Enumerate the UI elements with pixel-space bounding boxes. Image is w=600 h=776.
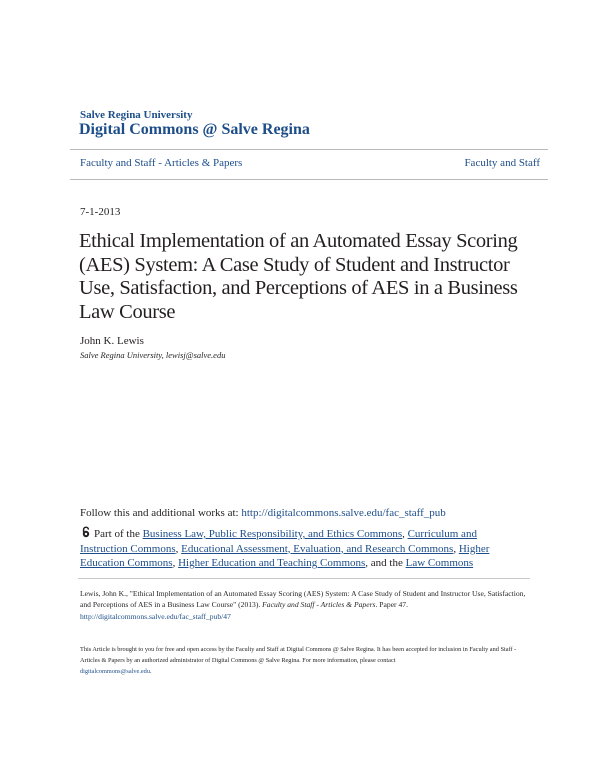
open-access-icon [80, 526, 92, 538]
notice-end: . [149, 667, 152, 675]
commons-link-educational-assessment[interactable]: Educational Assessment, Evaluation, and Research Commons [181, 542, 454, 555]
collection-link[interactable]: Faculty and Staff - Articles & Papers [80, 157, 243, 169]
follow-url-link[interactable]: http://digitalcommons.salve.edu/fac_staff_pub [241, 507, 446, 519]
commons-link-business-law[interactable]: Business Law, Public Responsibility, and Ethics Commons [142, 528, 403, 540]
department-link[interactable]: Faculty and Staff [464, 157, 540, 169]
citation-text: Lewis, John K., "Ethical Implementation of an Automated Essay Scoring (AES) System: A Case Study of Student and Instructor Use, Satisfaction, and Perceptions of AES in a Business Law Course" (2013). [80, 589, 526, 610]
commons-link-higher-education[interactable]: Higher Education Commons [80, 542, 490, 570]
author-name: John K. Lewis [80, 335, 144, 347]
citation-paper: . Paper 47. [375, 600, 408, 610]
part-of-commons [80, 526, 520, 571]
commons-separator: , [172, 557, 179, 570]
commons-link-law[interactable]: Law Commons [405, 557, 474, 570]
follow-line [80, 507, 446, 519]
part-of-prefix: Part of the [94, 528, 143, 540]
recommended-citation [80, 588, 528, 622]
contact-email-link[interactable]: digitalcommons@salve.edu [80, 667, 150, 675]
author-affiliation: Salve Regina University, lewisj@salve.edu [80, 350, 226, 360]
breadcrumb-divider [70, 179, 548, 180]
commons-link-curriculum[interactable]: Curriculum and Instruction Commons [80, 528, 477, 555]
citation-series: Faculty and Staff - Articles & Papers [262, 600, 376, 610]
follow-label: Follow this and additional works at: [80, 507, 242, 519]
commons-separator: , [453, 542, 459, 555]
university-name: Salve Regina University [80, 109, 193, 121]
publication-date: 7-1-2013 [80, 206, 121, 218]
commons-separator: , [175, 542, 182, 555]
commons-and-the: , and the [365, 557, 406, 570]
notice-text: This Article is brought to you for free and open access by the Faculty and Staff at Digital Commons @ Salve Regina. It has been accepted for inclusion in Faculty and Staff - Articles & Papers by an authorized administrator of Digital Commons @ Salve Regina. For more information, please contact [80, 646, 517, 664]
citation-divider [78, 578, 530, 579]
access-notice [80, 645, 528, 677]
commons-separator: , [402, 528, 408, 540]
document-title: Ethical Implementation of an Automated Essay Scoring (AES) System: A Case Study of Student and Instructor Use, Satisfaction, and Perceptions of AES in a Business Law Course [79, 230, 518, 323]
repository-title[interactable]: Digital Commons @ Salve Regina [79, 121, 310, 138]
header-divider [70, 149, 548, 150]
commons-link-higher-ed-teaching[interactable]: Higher Education and Teaching Commons [178, 557, 366, 570]
citation-url-link[interactable]: http://digitalcommons.salve.edu/fac_staff_pub/47 [80, 611, 231, 621]
